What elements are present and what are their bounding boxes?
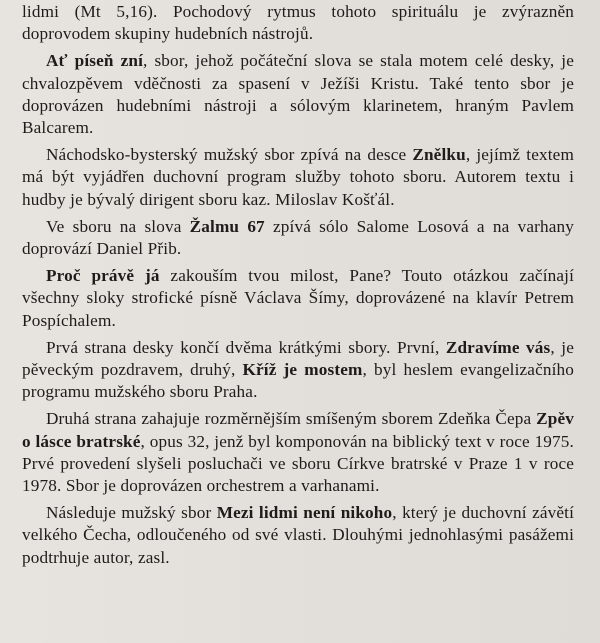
- paragraph-6: [22, 408, 574, 497]
- paragraph-1-text: , sbor, jehož počáteční slova se stala motem celé desky, je chvalozpěvem vděčnosti za spasení v Ježíši Kristu. Také tento sbor je doprovázen hudebními nástroji a sólovým klarinetem, hraným Pavlem Balcarem.: [22, 51, 575, 138]
- paragraph-7-title: Mezi lidmi není nikoho: [216, 503, 393, 523]
- paragraph-5: [22, 337, 574, 404]
- paragraph-1: [22, 50, 574, 139]
- paragraph-2-text: , jejímž textem má být vyjádřen duchovní program služby tohoto sboru. Autorem textu i hudby je bývalý dirigent sboru kaz. Miloslav Košťál.: [22, 145, 574, 209]
- paragraph-1-title: Ať píseň zní: [46, 51, 144, 71]
- paragraph-7-text: , který je duchovní závětí velkého Čecha, odloučeného od své vlasti. Dlouhými jednohlasými pasážemi podtrhuje autor, zasl.: [22, 503, 575, 567]
- paragraph-2-title: Znělku: [412, 145, 466, 165]
- paragraph-3: [22, 216, 574, 260]
- paragraph-3-title: Žalmu 67: [189, 216, 265, 236]
- paragraph-5-text: , byl heslem evangelizačního programu mužského sboru Praha.: [22, 360, 575, 402]
- paragraph-5-pre: Prvá strana desky končí dvěma krátkými sbory. První,: [46, 337, 446, 357]
- paragraph-2-pre: Náchodsko-bysterský mužský sbor zpívá na desce: [46, 145, 413, 165]
- paragraph-0: [22, 1, 574, 45]
- paragraph-4-title: Proč právě já: [46, 266, 160, 286]
- paragraph-2: [22, 144, 574, 211]
- paragraph-3-pre: Ve sboru na slova: [46, 216, 190, 236]
- paragraph-0-text: lidmi (Mt 5,16). Pochodový rytmus tohoto spirituálu je zvýrazněn doprovodem skupiny hudebních nástrojů.: [22, 2, 574, 44]
- paragraph-5-mid: , je pěveckým pozdravem, druhý,: [22, 337, 574, 380]
- paragraph-7-pre: Následuje mužský sbor: [46, 503, 217, 523]
- paragraph-6-title: Zpěv o lásce bratrské: [22, 409, 574, 451]
- paragraph-5-title: Zdravíme vás: [445, 337, 551, 357]
- document-page: [0, 1, 600, 643]
- paragraph-5-title-2: Kříž je mostem: [242, 360, 363, 380]
- paragraph-7: [22, 502, 574, 569]
- paragraph-4: [22, 265, 574, 332]
- paragraph-6-pre: Druhá strana zahajuje rozměrnějším smíšeným sborem Zdeňka Čepa: [46, 409, 537, 429]
- paragraph-4-text: zakouším tvou milost, Pane? Touto otázkou začínají všechny sloky strofické písně Václava Šímy, doprovázené na klavír Petrem Pospíchalem.: [22, 266, 574, 330]
- paragraph-6-text: , opus 32, jenž byl komponován na biblický text v roce 1975. Prvé provedení slyšeli posluchači ve sboru Církve bratrské v Praze 1 v roce 1978. Sbor je doprovázen orchestrem a varhanami.: [22, 431, 574, 496]
- paragraph-3-text: zpívá sólo Salome Losová a na varhany doprovází Daniel Přib.: [22, 216, 574, 259]
